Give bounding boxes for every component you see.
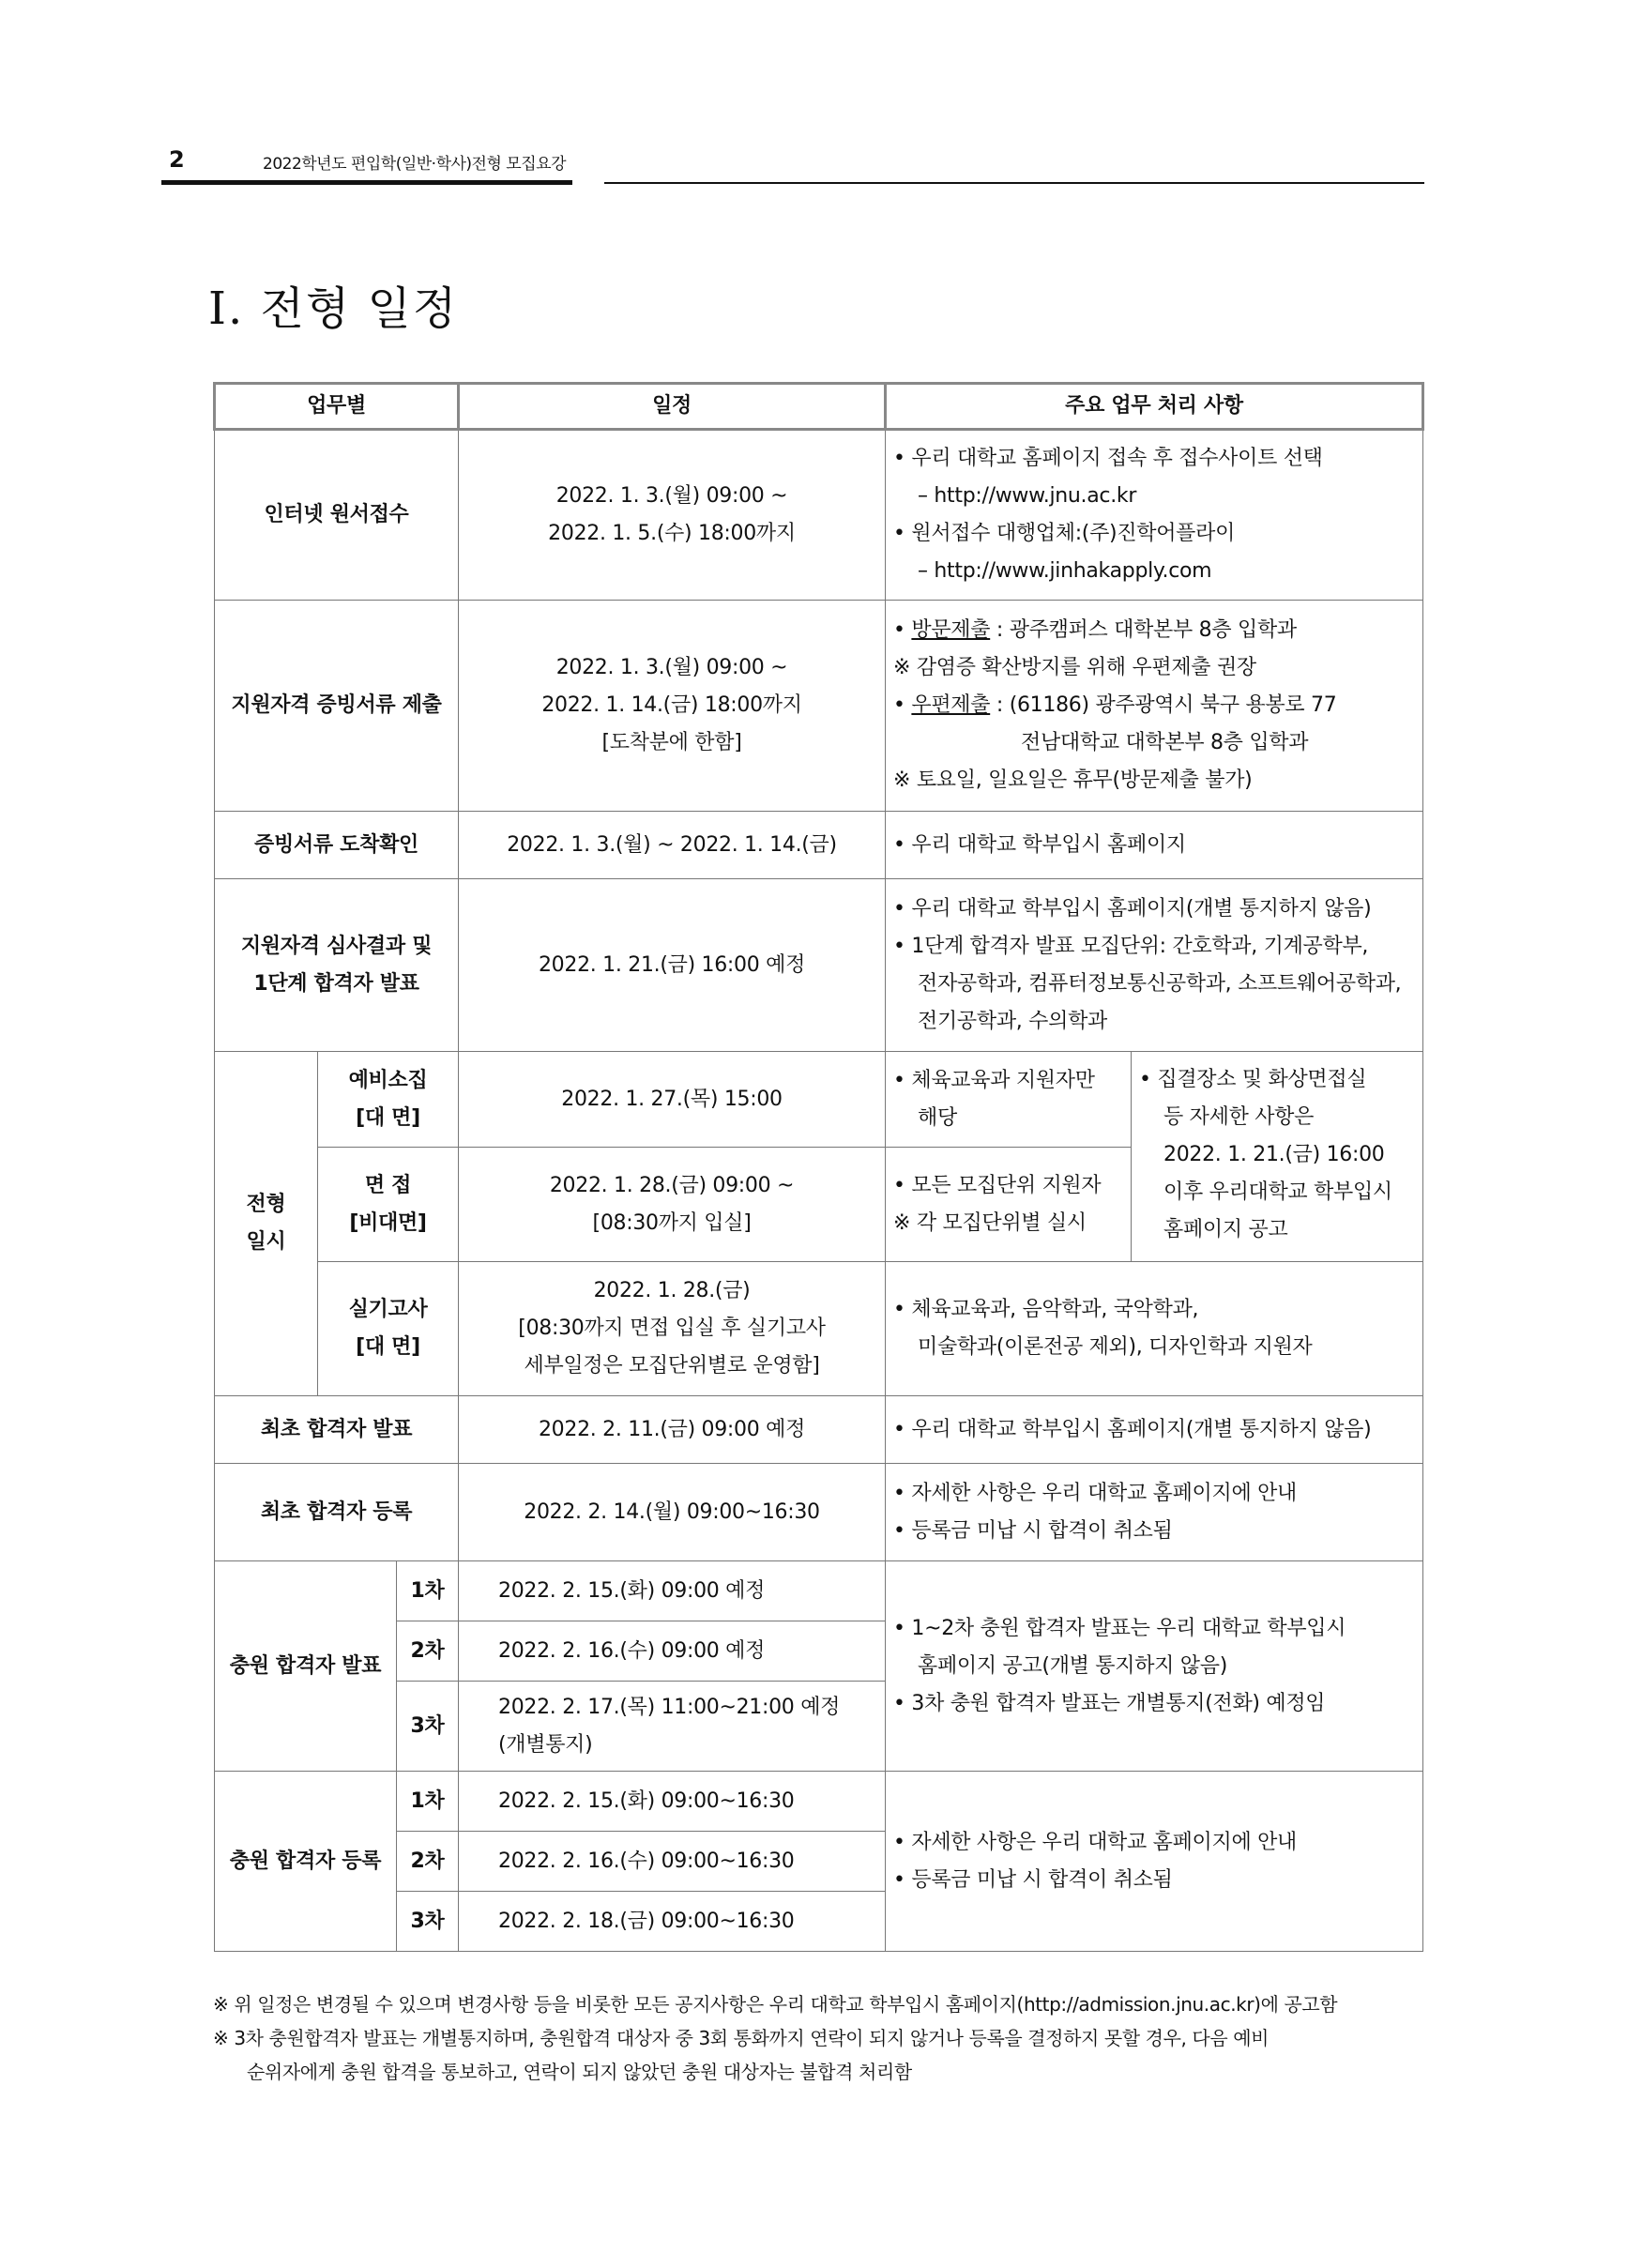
- table-row: [215, 879, 1423, 1052]
- details-cell: • 우리 대학교 홈페이지 접속 후 접수사이트 선택 – http://www.jnu.ac.kr • 원서접수 대행업체:(주)진학어플라이 – http://www.jinhakapply.com: [886, 430, 1423, 601]
- schedule-cell: 2022. 1. 28.(금) 09:00 ~ [08:30까지 입실]: [459, 1148, 886, 1262]
- subtask-cell: 면 접 [비대면]: [318, 1148, 459, 1262]
- details-cell: • 1~2차 충원 합격자 발표는 우리 대학교 학부입시 홈페이지 공고(개별 통지하지 않음) • 3차 충원 합격자 발표는 개별통지(전화) 예정임: [886, 1561, 1423, 1772]
- footnote: ※ 위 일정은 변경될 수 있으며 변경사항 등을 비롯한 모든 공지사항은 우리 대학교 학부입시 홈페이지(http://admission.jnu.ac.kr)에 공고함: [213, 1993, 1338, 2016]
- details-cell: • 체육교육과 지원자만 해당: [886, 1052, 1132, 1148]
- table-row: [215, 1464, 1423, 1561]
- details-cell: • 자세한 사항은 우리 대학교 홈페이지에 안내 • 등록금 미납 시 합격이 취소됨: [886, 1772, 1423, 1952]
- task-cell: 인터넷 원서접수: [215, 430, 459, 601]
- round-label: 3차: [397, 1682, 459, 1772]
- subtask-cell: 실기고사 [대 면]: [318, 1262, 459, 1396]
- document-title: 2022학년도 편입학(일반·학사)전형 모집요강: [263, 155, 566, 174]
- page-header: [161, 141, 1424, 190]
- side-note-cell: • 집결장소 및 화상면접실 등 자세한 사항은 2022. 1. 21.(금) 16:00 이후 우리대학교 학부입시 홈페이지 공고: [1132, 1052, 1423, 1262]
- schedule-cell: 2022. 2. 17.(목) 11:00~21:00 예정 (개별통지): [459, 1682, 886, 1772]
- header-details: 주요 업무 처리 사항: [886, 384, 1423, 430]
- task-cell: 지원자격 증빙서류 제출: [215, 601, 459, 812]
- details-cell: • 자세한 사항은 우리 대학교 홈페이지에 안내 • 등록금 미납 시 합격이 취소됨: [886, 1464, 1423, 1561]
- task-cell: 지원자격 심사결과 및 1단계 합격자 발표: [215, 879, 459, 1052]
- table-row: [215, 1772, 1423, 1832]
- table-row: [215, 601, 1423, 812]
- section-title: Ⅰ. 전형 일정: [208, 282, 459, 335]
- schedule-cell: 2022. 2. 11.(금) 09:00 예정: [459, 1396, 886, 1464]
- schedule-cell: 2022. 1. 21.(금) 16:00 예정: [459, 879, 886, 1052]
- details-cell: • 체육교육과, 음악학과, 국악학과, 미술학과(이론전공 제외), 디자인학과 지원자: [886, 1262, 1423, 1396]
- footnote: ※ 3차 충원합격자 발표는 개별통지하며, 충원합격 대상자 중 3회 통화까지 연락이 되지 않거나 등록을 결정하지 못할 경우, 다음 예비: [213, 2027, 1270, 2049]
- table-header-row: [215, 384, 1423, 430]
- table-row: [215, 430, 1423, 601]
- round-label: 3차: [397, 1892, 459, 1952]
- table-row: [215, 1561, 1423, 1621]
- subtask-cell: 예비소집 [대 면]: [318, 1052, 459, 1148]
- schedule-cell: 2022. 2. 15.(화) 09:00~16:30: [459, 1772, 886, 1832]
- schedule-cell: 2022. 2. 16.(수) 09:00~16:30: [459, 1832, 886, 1892]
- details-cell: • 방문제출 : 광주캠퍼스 대학본부 8층 입학과 ※ 감염증 확산방지를 위해 우편제출 권장 • 우편제출 : (61186) 광주광역시 북구 용봉로 77 전남대학교 대학본부 8층 입학과 ※ 토요일, 일요일은 휴무(방문제출 불가): [886, 601, 1423, 812]
- schedule-cell: 2022. 1. 3.(월) 09:00 ~ 2022. 1. 14.(금) 18:00까지 [도착분에 한함]: [459, 601, 886, 812]
- task-cell: 충원 합격자 발표: [215, 1561, 397, 1772]
- schedule-table: [213, 382, 1424, 1952]
- task-cell: 최초 합격자 등록: [215, 1464, 459, 1561]
- task-cell: 증빙서류 도착확인: [215, 812, 459, 879]
- round-label: 1차: [397, 1561, 459, 1621]
- details-cell: • 모든 모집단위 지원자 ※ 각 모집단위별 실시: [886, 1148, 1132, 1262]
- details-cell: • 우리 대학교 학부입시 홈페이지(개별 통지하지 않음) • 1단계 합격자 발표 모집단위: 간호학과, 기계공학부, 전자공학과, 컴퓨터정보통신공학과, 소프트웨어공학과, 전기공학과, 수의학과: [886, 879, 1423, 1052]
- table-row: [215, 1396, 1423, 1464]
- footnotes: [213, 1987, 1433, 2089]
- schedule-cell: 2022. 1. 3.(월) ~ 2022. 1. 14.(금): [459, 812, 886, 879]
- header-rule-thick: [161, 180, 572, 185]
- group-cell: 전형 일시: [215, 1052, 318, 1396]
- round-label: 2차: [397, 1621, 459, 1682]
- schedule-cell: 2022. 1. 3.(월) 09:00 ~ 2022. 1. 5.(수) 18:00까지: [459, 430, 886, 601]
- schedule-cell: 2022. 2. 15.(화) 09:00 예정: [459, 1561, 886, 1621]
- details-cell: • 우리 대학교 학부입시 홈페이지(개별 통지하지 않음): [886, 1396, 1423, 1464]
- schedule-cell: 2022. 2. 18.(금) 09:00~16:30: [459, 1892, 886, 1952]
- details-cell: • 우리 대학교 학부입시 홈페이지: [886, 812, 1423, 879]
- round-label: 2차: [397, 1832, 459, 1892]
- table-row: [215, 812, 1423, 879]
- page-number: 2: [169, 146, 185, 173]
- header-task: 업무별: [215, 384, 459, 430]
- schedule-cell: 2022. 2. 14.(월) 09:00~16:30: [459, 1464, 886, 1561]
- table-row: [215, 1052, 1423, 1148]
- header-schedule: 일정: [459, 384, 886, 430]
- table-row: [215, 1262, 1423, 1396]
- task-cell: 최초 합격자 발표: [215, 1396, 459, 1464]
- header-rule-thin: [604, 182, 1424, 184]
- schedule-cell: 2022. 1. 27.(목) 15:00: [459, 1052, 886, 1148]
- round-label: 1차: [397, 1772, 459, 1832]
- footnote-continuation: 순위자에게 충원 합격을 통보하고, 연락이 되지 않았던 충원 대상자는 불합격 처리함: [247, 2061, 912, 2083]
- schedule-cell: 2022. 1. 28.(금) [08:30까지 면접 입실 후 실기고사 세부일정은 모집단위별로 운영함]: [459, 1262, 886, 1396]
- task-cell: 충원 합격자 등록: [215, 1772, 397, 1952]
- schedule-cell: 2022. 2. 16.(수) 09:00 예정: [459, 1621, 886, 1682]
